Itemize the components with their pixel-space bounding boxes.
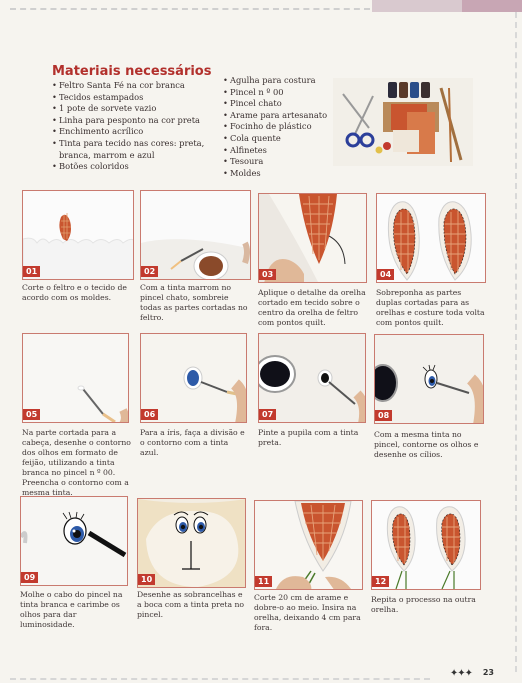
footer-decoration: ✦✦✦ <box>449 668 472 679</box>
step-number: 11 <box>255 576 272 587</box>
materials-list-1 <box>52 80 217 173</box>
step-number: 12 <box>372 576 389 587</box>
material-item: • Cola quente <box>223 133 333 145</box>
step-caption: Desenhe as sobrancelhas e a boca com a tinta preta no pincel. <box>137 590 245 619</box>
bottom-stitch-line <box>10 678 430 680</box>
step-caption: Pinte a pupila com a tinta preta. <box>258 428 359 447</box>
step-caption: Repita o processo na outra orelha. <box>371 595 476 614</box>
step-number: 09 <box>21 572 38 583</box>
page-number: 23 <box>482 668 494 677</box>
material-item: • Enchimento acrílico <box>52 126 217 138</box>
material-item: • Moldes <box>223 168 333 180</box>
material-item: • Focinho de plástico <box>223 121 333 133</box>
material-item: • Agulha para costura <box>223 75 333 87</box>
material-item: • Tinta para tecido nas cores: preta, branca, marrom e azul <box>52 138 217 161</box>
step-caption: Com a tinta marrom no pincel chato, sombreie todas as partes cortadas no feltro. <box>140 283 248 322</box>
materials-title: Materiais necessários <box>52 64 212 79</box>
top-stitch-line <box>10 8 370 10</box>
step-caption: Corte 20 cm de arame e dobre-o ao meio. Insira na orelha, deixando 4 cm para fora. <box>254 593 361 632</box>
step-number: 10 <box>138 574 155 585</box>
materials-photo <box>333 78 473 166</box>
material-item: • Linha para pesponto na cor preta <box>52 115 217 127</box>
step-caption: Na parte cortada para a cabeça, desenhe o contorno dos olhos em formato de feijão, utilizando a tinta branca no pincel n º 00. Preencha o contorno com a mesma tinta. <box>22 428 131 497</box>
material-item: • Tecidos estampados <box>52 92 217 104</box>
step-caption: Sobreponha as partes duplas cortadas para as orelhas e costure toda volta com pontos quilt. <box>376 288 485 327</box>
step-number: 08 <box>375 410 392 421</box>
side-stitch-line <box>515 12 517 672</box>
step-caption: Corte o feltro e o tecido de acordo com os moldes. <box>22 283 127 302</box>
step-number: 01 <box>23 266 40 277</box>
material-item: • Pincel chato <box>223 98 333 110</box>
step-caption: Para a íris, faça a divisão e o contorno com a tinta azul. <box>140 428 245 457</box>
step-caption: Aplique o detalhe da orelha cortado em tecido sobre o centro da orelha de feltro com pontos quilt. <box>258 288 366 327</box>
step-number: 06 <box>141 409 158 420</box>
step-number: 05 <box>23 409 40 420</box>
step-number: 04 <box>377 269 394 280</box>
materials-list-2 <box>223 75 333 179</box>
step-caption: Com a mesma tinta no pincel, contorne os olhos e desenhe os cílios. <box>374 430 479 459</box>
material-item: • Feltro Santa Fé na cor branca <box>52 80 217 92</box>
material-item: • Botões coloridos <box>52 161 217 173</box>
material-item: • Arame para artesanato <box>223 110 333 122</box>
material-item: • Pincel n º 00 <box>223 87 333 99</box>
material-item: • Alfinetes <box>223 145 333 157</box>
material-item: • Tesoura <box>223 156 333 168</box>
material-item: • 1 pote de sorvete vazio <box>52 103 217 115</box>
header-color-strip-accent <box>462 0 522 12</box>
step-number: 03 <box>259 269 276 280</box>
step-number: 07 <box>259 409 276 420</box>
step-caption: Molhe o cabo do pincel na tinta branca e carimbe os olhos para dar luminosidade. <box>20 590 123 629</box>
step-number: 02 <box>141 266 158 277</box>
